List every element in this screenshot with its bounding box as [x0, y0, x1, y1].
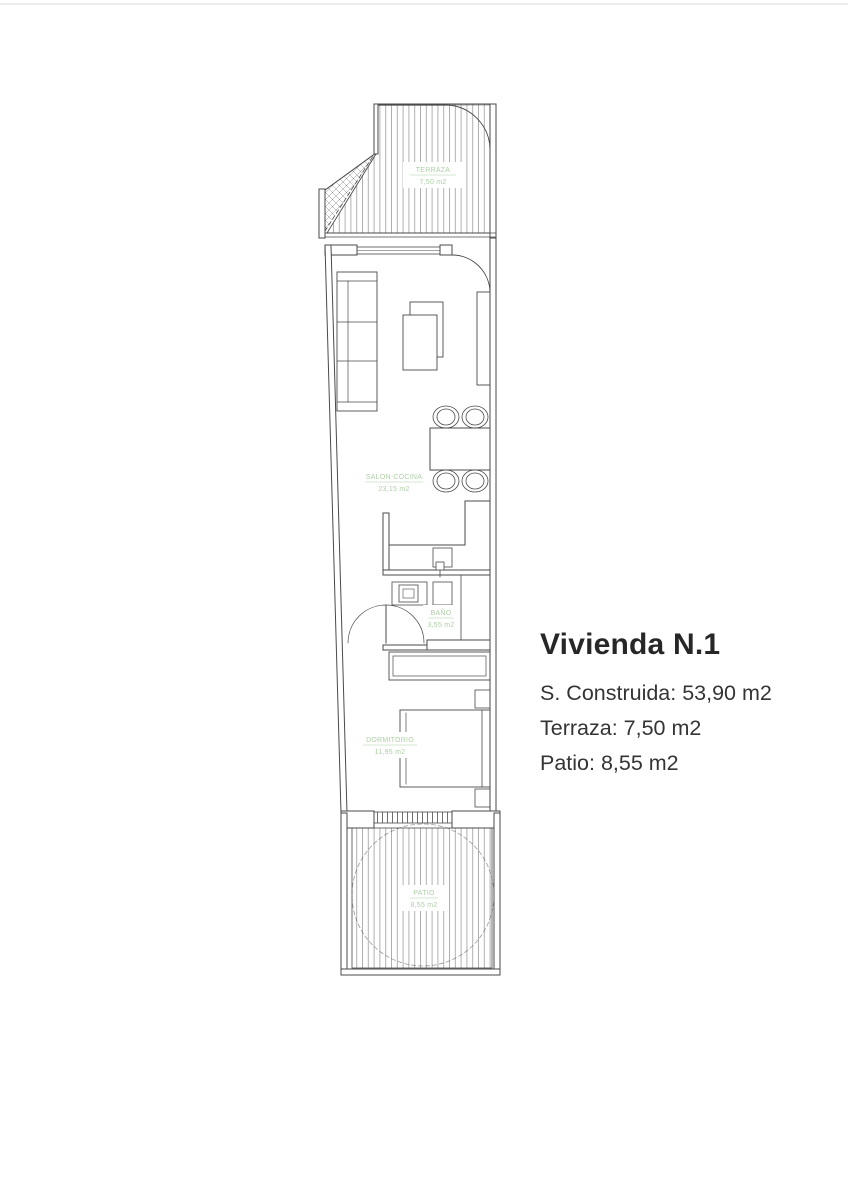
room-label-texts	[366, 167, 455, 909]
kitchen-wall-stub	[383, 513, 389, 570]
bedroom-window	[374, 812, 452, 823]
sideboard	[477, 292, 490, 385]
info-line-constructed-area: S. Construida: 53,90 m2	[540, 681, 772, 705]
room-label-dormitorio: DORMITORIO	[366, 737, 414, 744]
info-line-patio-area: Patio: 8,55 m2	[540, 751, 679, 775]
room-labels	[360, 162, 463, 911]
toilet	[433, 582, 452, 605]
coffee-table-front	[403, 315, 437, 370]
room-area-patio: 8,55 m2	[410, 902, 438, 909]
room-label-backgrounds	[360, 162, 463, 911]
patio-right-wall	[494, 813, 500, 975]
dining-chair-inner	[466, 409, 484, 425]
bedroom-top-wall	[383, 645, 427, 650]
wall-right	[490, 238, 496, 813]
room-label-salon: SALON-COCINA	[365, 474, 423, 481]
bathroom-bottom-wall	[427, 640, 490, 650]
plan-linework	[319, 104, 500, 975]
info-line-terrace-area: Terraza: 7,50 m2	[540, 716, 702, 740]
living-room-furniture	[337, 272, 490, 577]
terrace-upper-left-wall	[374, 104, 378, 154]
bathroom-basin-inner	[403, 589, 414, 598]
wardrobe-inner	[393, 656, 486, 676]
wall-left	[325, 245, 347, 813]
bathroom-basin	[399, 585, 418, 602]
dining-chair-inner	[437, 473, 455, 489]
bathroom-top-wall	[383, 570, 490, 575]
room-label-bano: BAÑO	[430, 610, 452, 617]
dining-table	[430, 428, 490, 470]
info-panel	[540, 628, 772, 781]
terrace-left-wall	[319, 189, 325, 238]
room-label-terraza: TERRAZA	[415, 167, 451, 174]
kitchen-tap	[436, 562, 444, 570]
dwelling-title: Vivienda N.1	[540, 628, 721, 661]
nightstand-bottom	[475, 789, 490, 807]
sofa	[337, 272, 377, 411]
room-label-patio: PATIO	[413, 890, 435, 897]
bathroom-vanity	[392, 582, 427, 605]
kitchen-counter	[390, 501, 490, 545]
nightstand-top	[475, 690, 490, 708]
wall-pier	[440, 245, 452, 255]
room-area-terraza: 7,50 m2	[419, 179, 447, 186]
dining-chair-inner	[466, 473, 484, 489]
room-area-salon: 23,15 m2	[378, 486, 410, 493]
room-area-bano: 3,55 m2	[427, 622, 455, 629]
room-area-dormitorio: 11,95 m2	[374, 749, 406, 756]
entry-door-arc	[452, 255, 490, 293]
patio-left-wall	[341, 813, 347, 975]
dining-chair-inner	[437, 409, 455, 425]
terrace-right-wall	[490, 104, 496, 238]
bedroom	[389, 652, 490, 807]
patio-pillar-right	[452, 811, 500, 828]
patio-bottom-wall	[341, 969, 500, 975]
